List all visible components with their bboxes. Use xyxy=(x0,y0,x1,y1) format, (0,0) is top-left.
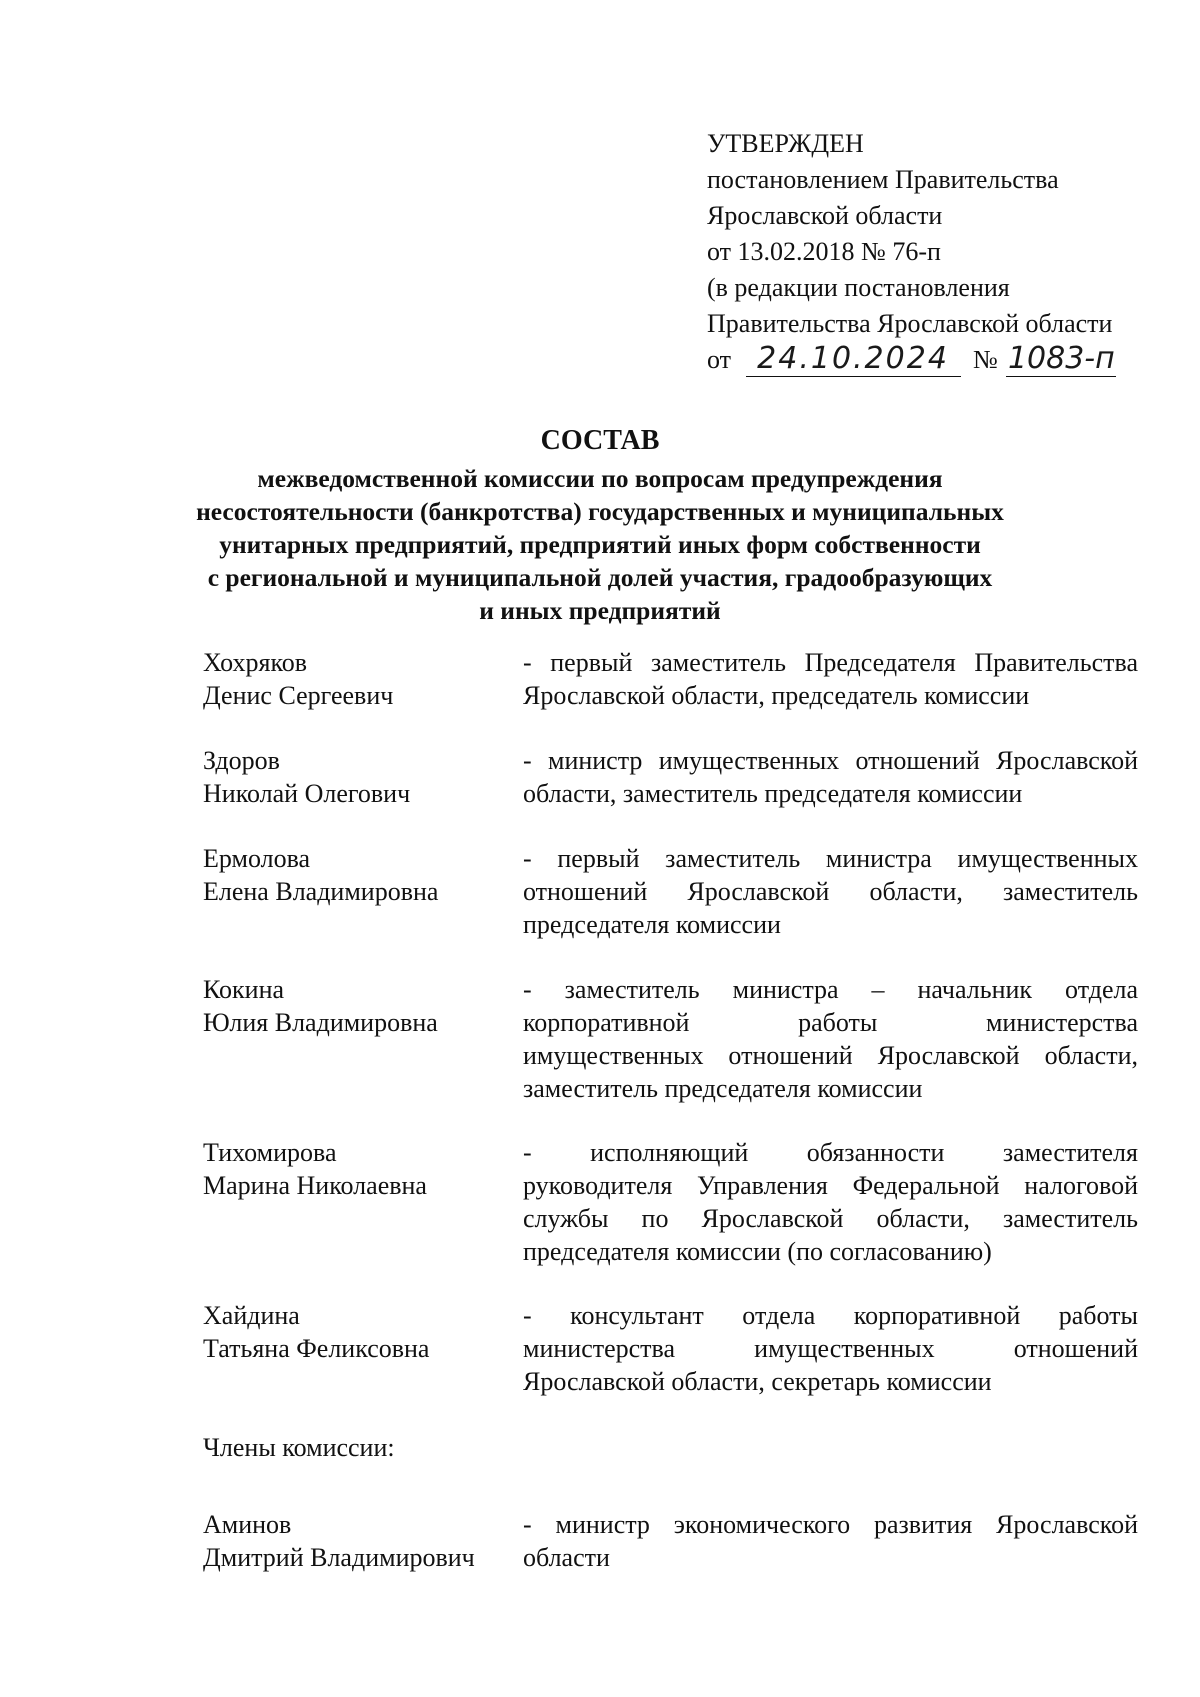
member-given-name: Татьяна Феликсовна xyxy=(203,1334,430,1363)
role-line: - консультант отдела корпоративной работы xyxy=(523,1301,1138,1330)
role-line: - первый заместитель Председателя Правительства xyxy=(523,648,1138,677)
role-line: заместитель председателя комиссии xyxy=(523,1074,923,1103)
member-row xyxy=(203,744,1143,810)
subtitle-line: с региональной и муниципальной долей участия, градообразующих xyxy=(207,563,993,592)
member-given-name: Елена Владимировна xyxy=(203,877,439,906)
role-line: - исполняющий обязанности заместителя xyxy=(523,1138,1138,1167)
member-name xyxy=(203,1299,523,1398)
role-line: председателя комиссии xyxy=(523,910,781,939)
role-line: отношений Ярославской области, заместитель xyxy=(523,877,1138,906)
member-given-name: Денис Сергеевич xyxy=(203,681,394,710)
approval-stamp xyxy=(707,126,1177,378)
member-surname: Здоров xyxy=(203,746,280,775)
role-line: области, заместитель председателя комиссии xyxy=(523,779,1023,808)
role-line: Ярославской области, секретарь комиссии xyxy=(523,1367,992,1396)
approval-signature-line xyxy=(707,342,1177,378)
member-row xyxy=(203,1299,1143,1398)
member-surname: Хохряков xyxy=(203,648,308,677)
member-role xyxy=(523,646,1138,712)
member-surname: Тихомирова xyxy=(203,1138,337,1167)
member-name xyxy=(203,1136,523,1268)
subtitle-line: несостоятельности (банкротства) государственных и муниципальных xyxy=(196,497,1004,526)
approval-line-2: Ярославской области xyxy=(707,201,943,230)
role-line: председателя комиссии (по согласованию) xyxy=(523,1237,992,1266)
member-given-name: Николай Олегович xyxy=(203,779,411,808)
role-line: службы по Ярославской области, заместитель xyxy=(523,1204,1138,1233)
member-role xyxy=(523,1136,1138,1268)
member-role xyxy=(523,744,1138,810)
approval-heading: УТВЕРЖДЕН xyxy=(707,129,864,158)
member-name xyxy=(203,744,523,810)
member-given-name: Дмитрий Владимирович xyxy=(203,1543,475,1572)
member-row xyxy=(203,1136,1143,1268)
role-line: - заместитель министра – начальник отдела xyxy=(523,975,1138,1004)
member-surname: Хайдина xyxy=(203,1301,300,1330)
role-line: руководителя Управления Федеральной налоговой xyxy=(523,1171,1138,1200)
role-line: корпоративной работы министерства xyxy=(523,1008,1138,1037)
handwritten-number: 1083-п xyxy=(1007,341,1115,376)
role-line: Ярославской области, председатель комиссии xyxy=(523,681,1030,710)
approval-line-5: Правительства Ярославской области xyxy=(707,309,1113,338)
member-role xyxy=(523,1299,1138,1398)
member-row xyxy=(203,842,1143,941)
handwritten-date: 24.10.2024 xyxy=(746,342,961,377)
subtitle-line: унитарных предприятий, предприятий иных форм собственности xyxy=(219,530,981,559)
role-line: министерства имущественных отношений xyxy=(523,1334,1138,1363)
document-title xyxy=(0,422,1200,627)
members-section-label: Члены комиссии: xyxy=(203,1433,395,1462)
subtitle-line: межведомственной комиссии по вопросам предупреждения xyxy=(257,464,943,493)
subtitle-line: и иных предприятий xyxy=(479,596,721,625)
member-surname: Кокина xyxy=(203,975,285,1004)
member-role xyxy=(523,973,1138,1105)
member-row xyxy=(203,646,1143,712)
member-name xyxy=(203,973,523,1105)
member-surname: Ермолова xyxy=(203,844,311,873)
approval-number-prefix: № xyxy=(973,345,998,374)
title-main: СОСТАВ xyxy=(540,425,660,456)
member-name xyxy=(203,842,523,941)
member-name xyxy=(203,1508,523,1574)
member-surname: Аминов xyxy=(203,1510,292,1539)
title-subtitle xyxy=(100,462,1100,627)
role-line: области xyxy=(523,1543,610,1572)
role-line: - министр имущественных отношений Ярославской xyxy=(523,746,1138,775)
approval-line-1: постановлением Правительства xyxy=(707,165,1059,194)
approval-line-4: (в редакции постановления xyxy=(707,273,1010,302)
role-line: - первый заместитель министра имущественных xyxy=(523,844,1138,873)
approval-line-3: от 13.02.2018 № 76-п xyxy=(707,237,941,266)
role-line: имущественных отношений Ярославской области, xyxy=(523,1041,1138,1070)
member-name xyxy=(203,646,523,712)
member-row xyxy=(203,973,1143,1105)
member-role xyxy=(523,842,1138,941)
role-line: - министр экономического развития Ярославской xyxy=(523,1510,1138,1539)
member-given-name: Юлия Владимировна xyxy=(203,1008,438,1037)
approval-ot-prefix: от xyxy=(707,345,732,374)
member-role xyxy=(523,1508,1138,1574)
member-given-name: Марина Николаевна xyxy=(203,1171,427,1200)
member-row xyxy=(203,1508,1143,1574)
